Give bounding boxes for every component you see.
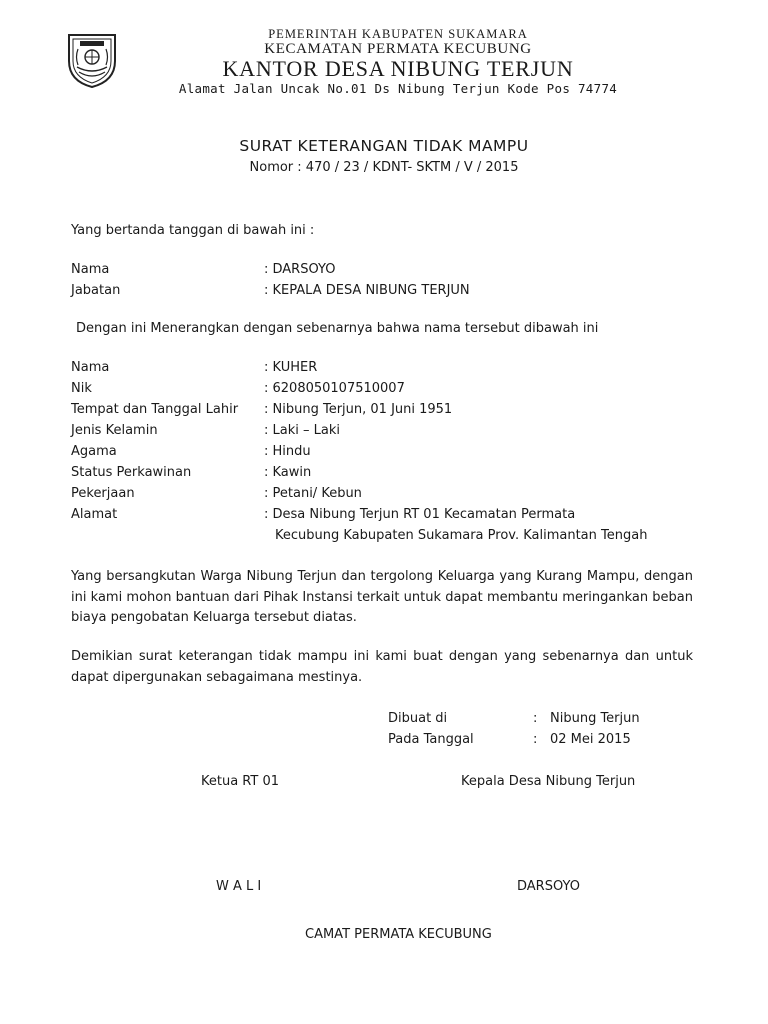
field-value: : Petani/ Kebun	[264, 486, 362, 501]
statement-text: Dengan ini Menerangkan dengan sebenarnya bahwa nama tersebut dibawah ini	[76, 321, 599, 336]
signature-left-title: Ketua RT 01	[201, 774, 280, 789]
person-row	[71, 507, 691, 527]
field-value: : 6208050107510007	[264, 381, 405, 396]
field-label: Nama	[71, 262, 110, 277]
signatory-row	[71, 283, 691, 303]
signatory-row	[71, 262, 691, 282]
address-continuation: Kecubung Kabupaten Sukamara Prov. Kalimantan Tengah	[275, 528, 648, 543]
field-label: Nik	[71, 381, 92, 396]
office-name: KANTOR DESA NIBUNG TERJUN	[222, 56, 574, 81]
field-value: : Nibung Terjun, 01 Juni 1951	[264, 402, 453, 417]
government-name: PEMERINTAH KABUPATEN SUKAMARA	[268, 27, 528, 41]
field-value: : KUHER	[264, 360, 318, 375]
field-value: : Desa Nibung Terjun RT 01 Kecamatan Permata	[264, 507, 576, 522]
letter-number: Nomor : 470 / 23 / KDNT- SKTM / V / 2015	[249, 160, 519, 175]
signature-left-name: W A L I	[216, 879, 262, 894]
field-label: Agama	[71, 444, 117, 459]
colon: :	[533, 711, 538, 726]
field-label: Status Perkawinan	[71, 465, 192, 480]
made-place-value: Nibung Terjun	[550, 711, 640, 726]
person-row	[71, 444, 691, 464]
field-label: Tempat dan Tanggal Lahir	[71, 402, 239, 417]
field-value: : DARSOYO	[264, 262, 336, 277]
person-row	[71, 465, 691, 485]
office-address: Alamat Jalan Uncak No.01 Ds Nibung Terjun Kode Pos 74774	[178, 81, 618, 96]
made-date-value: 02 Mei 2015	[550, 732, 631, 747]
person-row	[71, 381, 691, 401]
field-label: Jabatan	[71, 283, 121, 298]
colon: :	[533, 732, 538, 747]
made-date-label: Pada Tanggal	[388, 732, 474, 747]
field-value: : Kawin	[264, 465, 312, 480]
field-value: : KEPALA DESA NIBUNG TERJUN	[264, 283, 470, 298]
field-value: : Laki – Laki	[264, 423, 340, 438]
person-row	[71, 402, 691, 422]
field-label: Alamat	[71, 507, 118, 522]
paragraph-closing: Demikian surat keterangan tidak mampu ini kami buat dengan yang sebenarnya dan untuk dapat dipergunakan sebagaimana mestinya.	[71, 649, 693, 685]
signature-right-name: DARSOYO	[517, 879, 580, 894]
signature-bottom-title: CAMAT PERMATA KECUBUNG	[305, 927, 492, 942]
signature-right-title: Kepala Desa Nibung Terjun	[461, 774, 636, 789]
paragraph-request: Yang bersangkutan Warga Nibung Terjun dan tergolong Keluarga yang Kurang Mampu, dengan ini kami mohon bantuan dari Pihak Instansi terkait untuk dapat membantu meringankan beban biaya pengobatan Keluarga tersebut diatas.	[71, 569, 693, 625]
intro-text: Yang bertanda tanggan di bawah ini :	[71, 223, 315, 238]
person-row	[71, 423, 691, 443]
person-row	[71, 486, 691, 506]
person-row	[71, 360, 691, 380]
field-value: : Hindu	[264, 444, 311, 459]
made-place-label: Dibuat di	[388, 711, 448, 726]
district-name: KECAMATAN PERMATA KECUBUNG	[264, 41, 532, 57]
letter-title: SURAT KETERANGAN TIDAK MAMPU	[239, 137, 529, 155]
letterhead	[0, 0, 768, 100]
field-label: Nama	[71, 360, 110, 375]
field-label: Pekerjaan	[71, 486, 135, 501]
field-label: Jenis Kelamin	[71, 423, 158, 438]
